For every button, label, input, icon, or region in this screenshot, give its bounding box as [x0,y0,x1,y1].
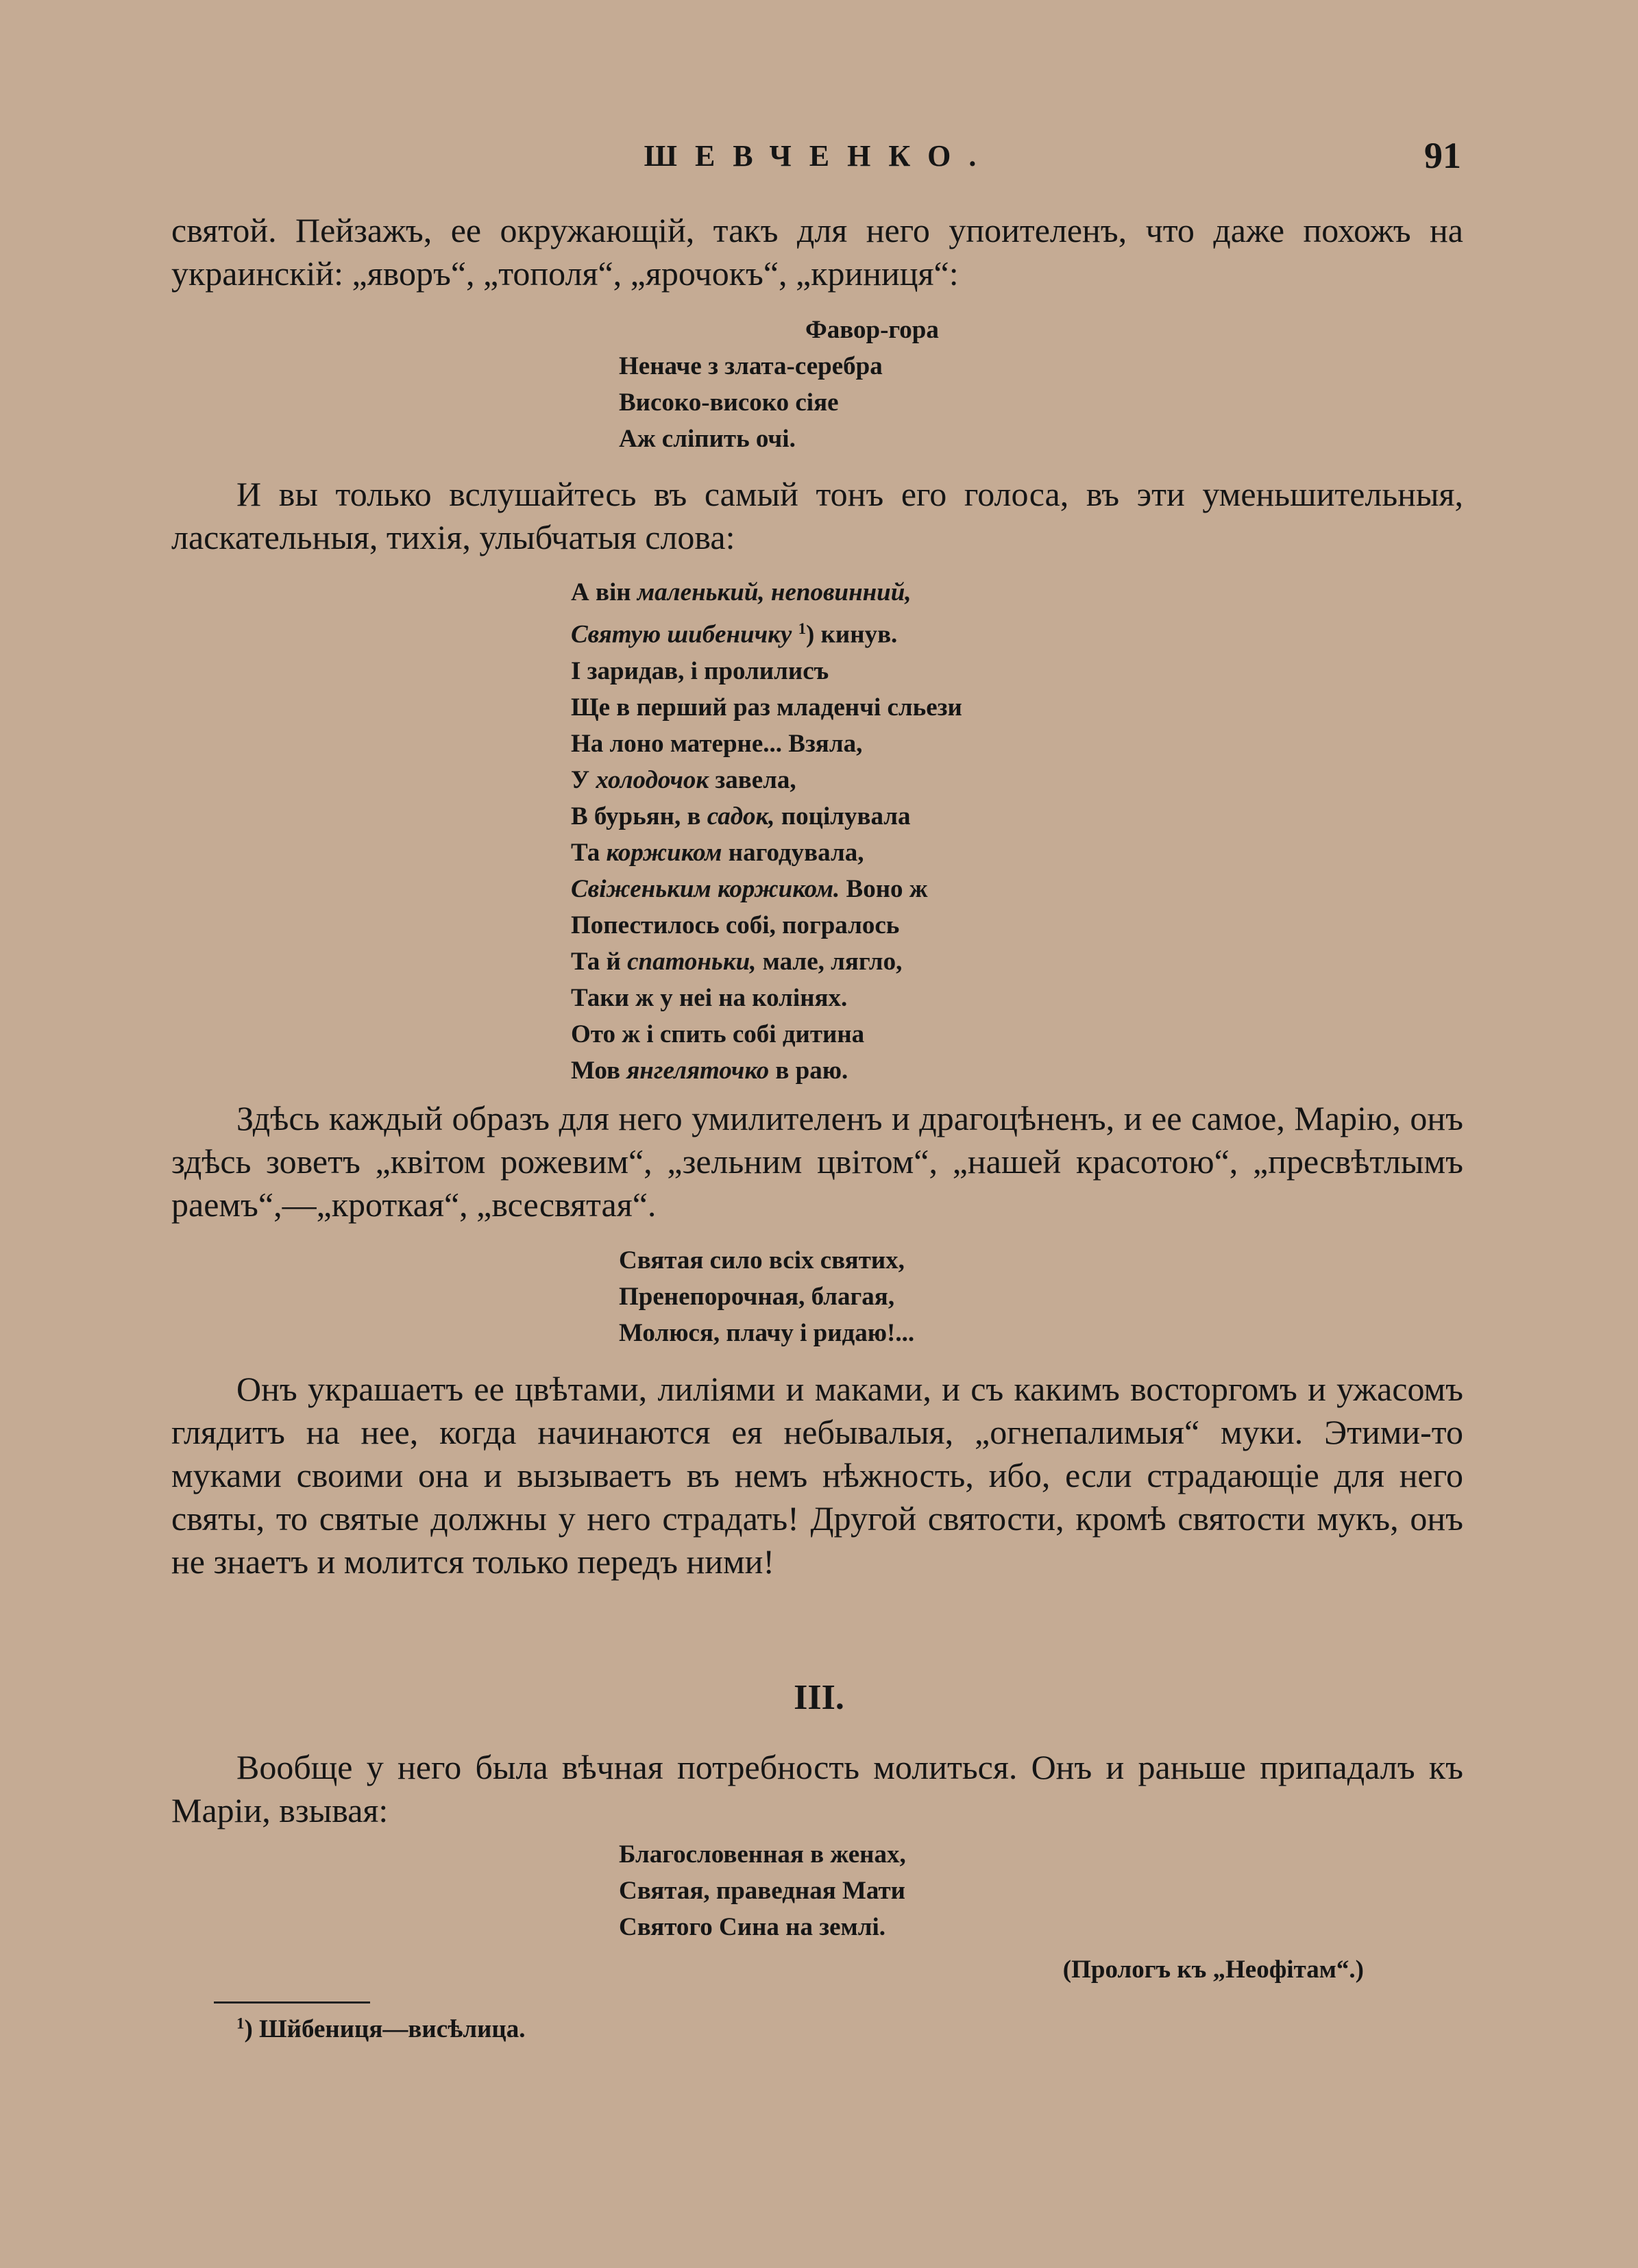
verse-line: Ще в перший раз младенчі сльези [571,693,962,722]
verse-line: Святая сило всіх святих, [619,1246,905,1274]
verse-line: Святую шибеничку $^1$) кинув. [571,620,898,649]
verse-line: Та коржиком нагодувала, [571,838,864,867]
paragraph-5-text: Вообще у него была вѣчная потребность молиться. Онъ и раньше припадалъ къ Маріи, взывая: [171,1748,1463,1829]
verse-line: Мов янгеляточко в раю. [571,1056,848,1085]
paragraph-3-text: Здѣсь каждый образъ для него умилителенъ и драгоцѣненъ, и ее самое, Марію, онъ здѣсь зоветъ „квітом рожевим“, „зельним цвітом“, „нашей красотою“, „пресвѣтлымъ раемъ“,—„кроткая“, „всесвятая“. [171,1099,1463,1224]
verse-line: У холодочок завела, [571,765,796,794]
verse-line: Аж сліпить очі. [619,425,796,453]
verse-block-2 [571,574,962,1089]
footnote-ref: 1 [798,620,807,637]
page-number: 91 [1424,135,1461,176]
paragraph-2 [171,473,1463,559]
paragraph-1 [171,209,1463,295]
verse-line: Свіженьким коржиком. Воно ж [571,874,928,903]
paragraph-5 [171,1746,1463,1832]
verse-line: Святая, праведная Мати [619,1877,905,1905]
paragraph-4 [171,1368,1463,1583]
footnote [236,2014,525,2044]
footnote-divider [214,2001,370,2004]
running-title: ШЕВЧЕНКО. [644,139,994,173]
verse-block-3 [619,1242,914,1351]
verse-line: Таки ж у неі на колінях. [571,983,848,1012]
verse-line: Пренепорочная, благая, [619,1283,895,1311]
verse-attribution: (Прологъ къ „Неофітам“.) [1062,1956,1364,1984]
verse-line: В бурьян, в садок, поцілувала [571,802,911,830]
verse-line: І заридав, і пролилисъ [571,656,829,685]
paragraph-4-text: Онъ украшаетъ ее цвѣтами, лиліями и маками, и съ какимъ восторгомъ и ужасомъ глядитъ на нее, когда начинаются ея небывалыя, „огнепалимыя“ муки. Этими-то муками своими она и вызываетъ въ немъ нѣжность, ибо, если страдающіе для него святы, то святые должны у него страдать! Другой святости, кромѣ святости мукъ, онъ не знаетъ и молится только передъ ними! [171,1370,1463,1581]
verse-line: Неначе з злата-серебра [619,352,883,380]
footnote-text: ) Шйбениця—висѣлица. [244,2015,526,2043]
verse-line: Благословенная в женах, [619,1840,906,1869]
footnote-marker: 1 [236,2014,245,2032]
paragraph-1-text: святой. Пейзажъ, ее окружающій, такъ для него упоителенъ, что даже похожъ на украинскій: „яворъ“, „тополя“, „ярочокъ“, „криниця“: [171,211,1463,293]
verse-line: А він маленький, неповинний, [571,578,912,606]
verse-line: На лоно матерне... Взяла, [571,729,863,758]
verse-line: Фавор-гора [805,316,939,344]
verse-line: Молюся, плачу і ридаю!... [619,1319,915,1347]
verse-line: Та й спатоньки, мале, лягло, [571,947,903,976]
paragraph-3 [171,1097,1463,1227]
section-numeral: III. [794,1678,844,1717]
verse-block-4 [619,1836,906,1945]
verse-line: Високо-високо сіяе [619,389,839,417]
verse-line: Ото ж і спить собі дитина [571,1020,865,1048]
paragraph-2-text: И вы только вслушайтесь въ самый тонъ его голоса, въ эти уменьшительныя, ласкательныя, тихія, улыбчатыя слова: [171,475,1463,556]
verse-line: Святого Сина на землі. [619,1913,886,1941]
verse-block-1 [619,312,939,457]
verse-line: Попестилось собі, погралось [571,911,900,939]
